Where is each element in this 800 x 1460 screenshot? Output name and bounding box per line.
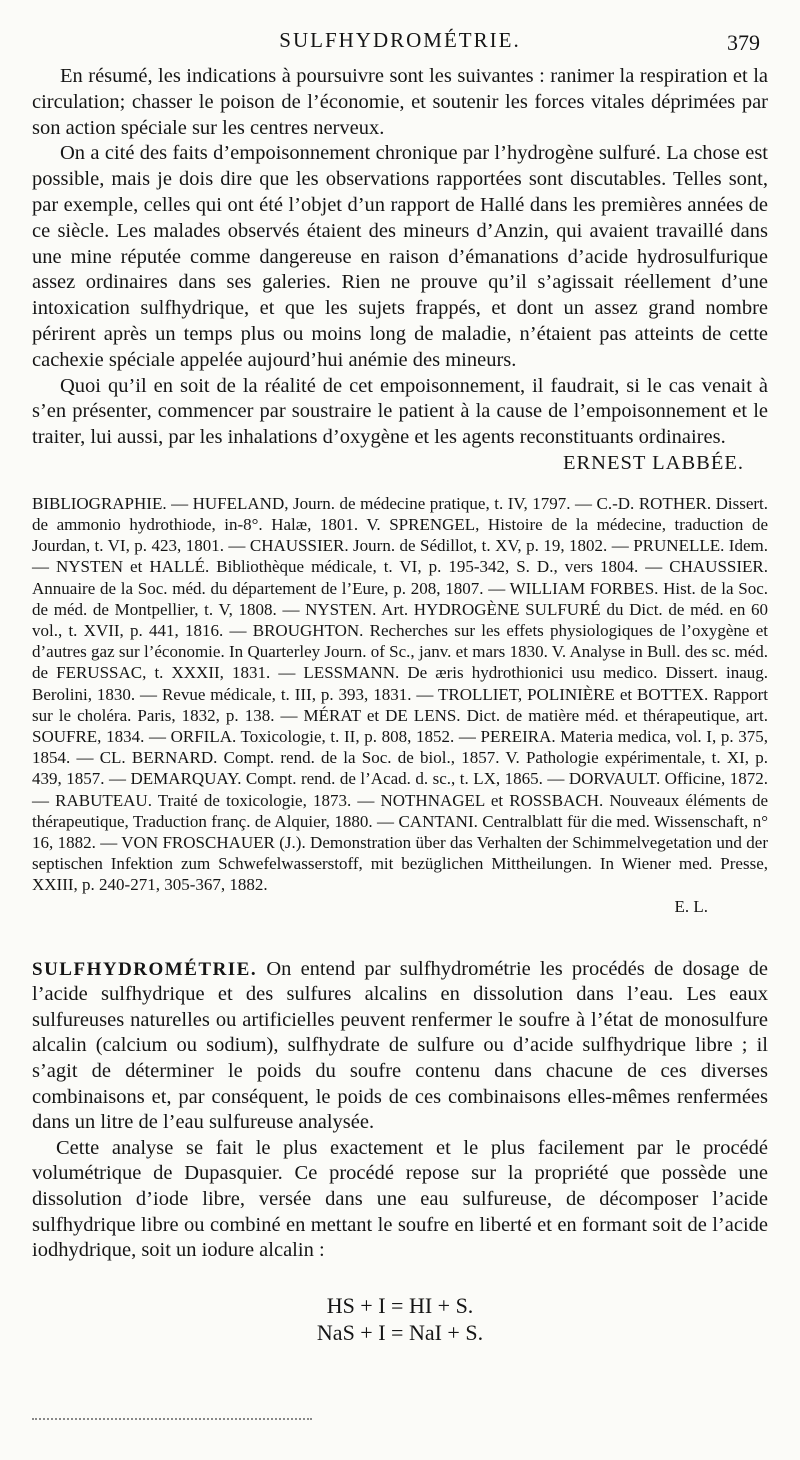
running-title: SULFHYDROMÉTRIE. [279, 28, 521, 52]
bibliography-initials-line [32, 896, 768, 917]
bottom-dotted-rule [32, 1418, 312, 1420]
bibliography: BIBLIOGRAPHIE. — HUFELAND, Journ. de médecine pratique, t. IV, 1797. — C.-D. ROTHER. Dissert. de ammonio hydrothiode, in-8°. Halæ, 1801. V. SPRENGEL, Histoire de la médecine, traduction de Jourdan, t. VI, p. 423, 1801. — CHAUSSIER. Journ. de Sédillot, t. XV, p. 19, 1802. — PRUNELLE. Idem. — NYSTEN et HALLÉ. Bibliothèque médicale, t. VI, p. 195-342, S. D., vers 1804. — CHAUSSIER. Annuaire de la Soc. méd. du département de l’Eure, p. 208, 1807. — WILLIAM FORBES. Hist. de la Soc. de méd. de Montpellier, t. V, 1808. — NYSTEN. Art. HYDROGÈNE SULFURÉ du Dict. de méd. en 60 vol., t. XVII, p. 441, 1816. — BROUGHTON. Recherches sur les effets physiologiques de l’oxygène et d’autres gaz sur l’économie. In Quarterley Journ. of Sc., janv. et mars 1830. V. Analyse in Bull. des sc. méd. de FERUSSAC, t. XXXII, 1831. — LESSMANN. De æris hydrothionici usu medico. Dissert. inaug. Berolini, 1830. — Revue médicale, t. III, p. 393, 1831. — TROLLIET, POLINIÈRE et BOTTEX. Rapport sur le choléra. Paris, 1832, p. 138. — MÉRAT et DE LENS. Dict. de matière méd. et thérapeutique, art. SOUFRE, 1834. — ORFILA. Toxicologie, t. II, p. 808, 1852. — PEREIRA. Materia medica, vol. I, p. 375, 1854. — CL. BERNARD. Compt. rend. de la Soc. de biol., 1857. V. Pathologie expérimentale, t. XI, p. 439, 1857. — DEMARQUAY. Compt. rend. de l’Acad. d. sc., t. LX, 1865. — DORVAULT. Officine, 1872. — RABUTEAU. Traité de toxicologie, 1873. — NOTHNAGEL et ROSSBACH. Nouveaux éléments de thérapeutique, Traduction franç. de Alquier, 1880. — CANTANI. Centralblatt für die med. Wissenschaft, n° 16, 1882. — VON FROSCHAUER (J.). Demonstration über das Verhalten der Schimmelvegetation und der septischen Infektion zum Schwefelwasserstoff, mit bezüglichen Mittheilungen. In Wiener med. Presse, XXIII, p. 240-271, 305-367, 1882. [32, 493, 768, 895]
section-heading: SULFHYDROMÉTRIE. [32, 958, 258, 980]
section-sulfhydrometrie [32, 957, 768, 1346]
paragraph-summary: En résumé, les indications à poursuivre sont les suivantes : ranimer la respiration et la circulation; chasser le poison de l’économie, et soutenir les forces vitales déprimées par son action spéciale sur les centres nerveux. [32, 65, 768, 139]
bibliography-initials: E. L. [674, 896, 708, 916]
equation-1: HS + I = HI + S. [326, 1292, 474, 1318]
section-method-paragraph: Cette analyse se fait le plus exactement et le plus facilement par le procédé volumétrique de Dupasquier. Ce procédé repose sur la propriété que possède une dissolution d’iode libre, versée dans une eau sulfureuse, de décomposer l’acide sulfhydrique libre ou combiné en mettant le soufre en liberté et en formant soit de l’acide iodhydrique, soit un iodure alcalin : [32, 1136, 768, 1262]
page-header [0, 28, 800, 56]
paragraph-treatment: Quoi qu’il en soit de la réalité de cet empoisonnement, il faudrait, si le cas venait à s’en présenter, commencer par soustraire le patient à la cause de l’empoisonnement et le traiter, lui aussi, par les inhalations d’oxygène et les agents reconstituants ordinaires. [32, 374, 768, 449]
paragraph-chronic-poisoning: On a cité des faits d’empoisonnement chronique par l’hydrogène sulfuré. La chose est possible, mais je dois dire que les observations rapportées sont discutables. Telles sont, par exemple, celles qui ont été l’objet d’un rapport de Hallé dans les premières années de ce siècle. Les malades observés étaient des mineurs d’Anzin, qui avaient travaillé dans une mine réputée comme dangereuse en raison d’émanations d’acide hydrosulfurique assez ordinaires dans ses galeries. Rien ne prouve qu’il s’agissait réellement d’une intoxication sulfhydrique, et que les sujets frappés, et dont un assez grand nombre périrent après un temps plus ou moins long de maladie, n’étaient pas atteints de cette cachexie spéciale appelée aujourd’hui anémie des mineurs. [32, 142, 768, 371]
section-intro-text: On entend par sulfhydrométrie les procédés de dosage de l’acide sulfhydrique et des sulfures alcalins en dissolution dans l’eau. Les eaux sulfureuses naturelles ou artificielles peuvent renfermer le soufre à l’état de monosulfure alcalin (calcium ou sodium), sulfhydrate de sulfure ou d’acide sulfhydrique libre ; il s’agit de déterminer le poids du soufre contenu dans chacune de ces diverses combinaisons et, par conséquent, le poids de ces combinaisons elles-mêmes renfermées dans un litre de l’eau sulfureuse analysée. [32, 957, 768, 1134]
equations-block [32, 1292, 768, 1346]
page-body [32, 64, 768, 1346]
author-signature: ERNEST LABBÉE. [562, 451, 744, 474]
author-signature-line [32, 451, 768, 477]
page-number: 379 [727, 30, 760, 55]
section-intro-paragraph [32, 957, 768, 1136]
equation-2: NaS + I = NaI + S. [316, 1319, 484, 1345]
